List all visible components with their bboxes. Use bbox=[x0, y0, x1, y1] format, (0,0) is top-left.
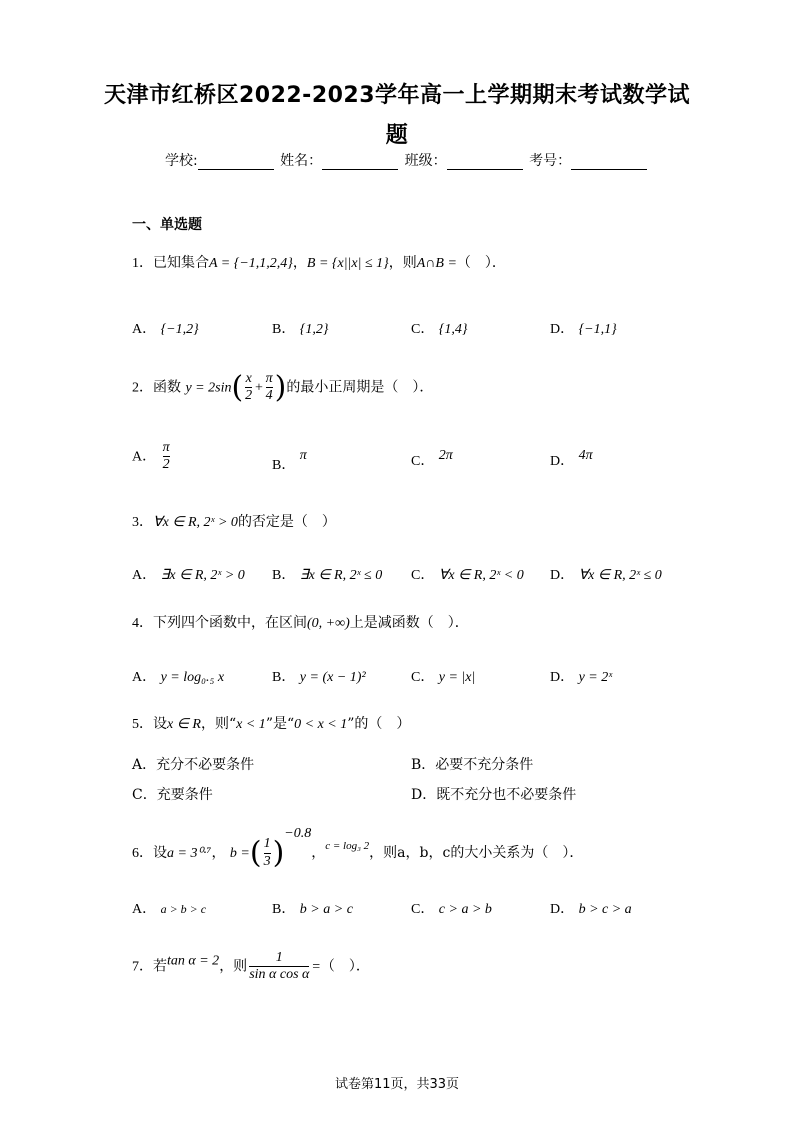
option-letter: D． bbox=[550, 670, 575, 685]
q5-option-a[interactable]: A．充分不必要条件 bbox=[132, 757, 255, 773]
math-expr: A = {−1,1,2,4} bbox=[209, 256, 293, 271]
q4-option-c[interactable] bbox=[411, 666, 475, 686]
name-label: 姓名： bbox=[280, 153, 323, 169]
question-number: 3． bbox=[132, 515, 153, 530]
q3-option-b[interactable] bbox=[272, 564, 382, 584]
question-3 bbox=[132, 511, 336, 531]
option-letter: D． bbox=[550, 454, 575, 469]
math-expr: tan α = 2 bbox=[167, 953, 220, 969]
question-number: 6． bbox=[132, 846, 153, 861]
option-value: y = log₀.₅ x bbox=[160, 670, 225, 685]
q6-option-a[interactable] bbox=[132, 898, 206, 918]
q4-option-a[interactable] bbox=[132, 666, 224, 686]
math-expr: a = 3⁰·⁷ bbox=[167, 846, 212, 861]
student-info-row bbox=[165, 150, 649, 170]
question-7 bbox=[132, 950, 370, 983]
option-value: b > c > a bbox=[578, 902, 632, 917]
paren-close: ) bbox=[274, 370, 287, 405]
q3-option-d[interactable] bbox=[550, 564, 662, 584]
q6-option-d[interactable] bbox=[550, 898, 632, 918]
option-letter: C． bbox=[411, 568, 435, 583]
q5-option-c[interactable]: C．充要条件 bbox=[132, 787, 213, 803]
class-field[interactable] bbox=[447, 155, 523, 170]
numerator: 1 bbox=[275, 950, 283, 965]
math-expr: b = bbox=[229, 846, 250, 861]
option-value: a > b > c bbox=[160, 902, 207, 916]
math-expr: x ∈ R bbox=[167, 717, 201, 732]
question-number: 4． bbox=[132, 616, 153, 631]
option-value: ∃x ∈ R, 2ˣ ≤ 0 bbox=[299, 568, 383, 583]
option-letter: A． bbox=[132, 670, 157, 685]
fraction bbox=[163, 440, 170, 473]
option-value: {−1,1} bbox=[578, 322, 617, 337]
name-field[interactable] bbox=[322, 155, 398, 170]
q4-option-b[interactable] bbox=[272, 666, 366, 686]
question-5 bbox=[132, 713, 410, 733]
question-text: 设 bbox=[153, 716, 167, 732]
option-value: π bbox=[299, 448, 307, 463]
question-2 bbox=[132, 370, 433, 405]
math-expr: B = {x||x| ≤ 1} bbox=[306, 256, 389, 271]
option-value: {1,4} bbox=[438, 322, 468, 337]
question-6 bbox=[132, 826, 583, 871]
question-text: ， bbox=[311, 845, 326, 861]
q5-option-b[interactable]: B．必要不充分条件 bbox=[411, 757, 534, 773]
q3-option-c[interactable] bbox=[411, 564, 524, 584]
question-number: 5． bbox=[132, 717, 153, 732]
question-text: ，则“ bbox=[200, 716, 237, 732]
fraction bbox=[264, 836, 271, 869]
question-text: 上是减函数（ ）． bbox=[349, 615, 469, 631]
option-value: ∀x ∈ R, 2ˣ < 0 bbox=[438, 568, 524, 583]
numerator: 1 bbox=[263, 836, 271, 852]
q6-option-c[interactable] bbox=[411, 898, 492, 918]
option-letter: C． bbox=[411, 322, 435, 337]
math-expr: A∩B = bbox=[416, 256, 457, 271]
q4-option-d[interactable] bbox=[550, 666, 612, 686]
option-letter: B． bbox=[272, 568, 296, 583]
question-text: 的最小正周期是（ ）． bbox=[286, 379, 434, 396]
option-value: b > a > c bbox=[299, 902, 353, 917]
option-value: y = 2ˣ bbox=[578, 670, 613, 685]
question-text: 下列四个函数中，在区间 bbox=[153, 615, 307, 631]
math-expr: y = 2sin bbox=[185, 380, 232, 396]
denominator: 3 bbox=[263, 853, 271, 869]
question-text: 设 bbox=[153, 845, 167, 861]
option-letter: C． bbox=[411, 454, 435, 469]
option-value: {−1,2} bbox=[160, 322, 199, 337]
option-value: 4π bbox=[578, 448, 593, 463]
denominator: 2 bbox=[245, 388, 253, 403]
exam-no-field[interactable] bbox=[571, 155, 647, 170]
option-letter: A． bbox=[132, 449, 157, 465]
paren-close: ) bbox=[272, 835, 285, 871]
page-footer: 试卷第11页，共33页 bbox=[334, 1077, 460, 1092]
school-field[interactable] bbox=[198, 155, 274, 170]
question-number: 2． bbox=[132, 380, 153, 396]
class-label: 班级： bbox=[404, 153, 447, 169]
fraction bbox=[249, 950, 309, 983]
question-4 bbox=[132, 612, 469, 632]
q1-option-d[interactable] bbox=[550, 318, 617, 338]
question-text: 函数 bbox=[153, 379, 181, 396]
question-1 bbox=[132, 252, 506, 272]
question-number: 7． bbox=[132, 959, 153, 975]
q1-option-a[interactable] bbox=[132, 318, 199, 338]
q2-option-a[interactable] bbox=[132, 440, 172, 473]
question-text: ”的（ ） bbox=[347, 716, 411, 732]
math-operator: + bbox=[254, 380, 264, 396]
option-letter: B． bbox=[272, 902, 296, 917]
q1-option-b[interactable] bbox=[272, 318, 329, 338]
numerator: π bbox=[162, 440, 170, 455]
option-value: c > a > b bbox=[438, 902, 492, 917]
q6-option-b[interactable] bbox=[272, 898, 353, 918]
title-line-1: 天津市红桥区2022-2023学年高一上学期期末考试数学试 bbox=[103, 83, 691, 108]
option-letter: C． bbox=[411, 902, 435, 917]
q5-option-d[interactable]: D．既不充分也不必要条件 bbox=[411, 787, 577, 803]
option-value: ∃x ∈ R, 2ˣ > 0 bbox=[160, 568, 245, 583]
math-expr: ∀x ∈ R, 2ˣ > 0 bbox=[153, 515, 238, 530]
question-text: 已知集合 bbox=[153, 255, 209, 271]
math-expr: c = log₃ 2 bbox=[325, 840, 370, 852]
question-text: ， bbox=[211, 845, 226, 861]
exam-no-label: 考号： bbox=[529, 153, 572, 169]
option-value: y = (x − 1)² bbox=[299, 670, 366, 685]
option-letter: B． bbox=[272, 670, 296, 685]
option-value: y = |x| bbox=[438, 670, 476, 685]
question-text: ，则 bbox=[219, 958, 248, 975]
q2-option-d[interactable] bbox=[550, 448, 593, 470]
numerator: π bbox=[265, 370, 273, 386]
option-letter: A． bbox=[132, 568, 157, 583]
math-expr: x < 1 bbox=[236, 717, 266, 732]
q2-option-b[interactable] bbox=[272, 448, 307, 474]
denominator: 2 bbox=[162, 457, 170, 473]
fraction bbox=[266, 371, 273, 404]
option-letter: B． bbox=[272, 458, 296, 473]
question-text: ， bbox=[292, 255, 307, 271]
option-value: {1,2} bbox=[299, 322, 329, 337]
school-label: 学校: bbox=[165, 153, 198, 169]
section-heading: 一、单选题 bbox=[132, 217, 202, 233]
option-letter: B． bbox=[272, 322, 296, 337]
denominator: 4 bbox=[265, 388, 273, 403]
option-value: 2π bbox=[438, 448, 453, 463]
option-letter: D． bbox=[550, 322, 575, 337]
option-letter: C． bbox=[411, 670, 435, 685]
math-expr: (0, +∞) bbox=[307, 616, 350, 631]
denominator: sin α cos α bbox=[249, 967, 310, 983]
question-text: （ ）． bbox=[456, 255, 506, 271]
option-letter: D． bbox=[550, 902, 575, 917]
exponent: −0.8 bbox=[284, 826, 312, 841]
option-letter: A． bbox=[132, 322, 157, 337]
option-letter: D． bbox=[550, 568, 575, 583]
q3-option-a[interactable] bbox=[132, 564, 245, 584]
fraction bbox=[245, 371, 252, 404]
option-value: ∀x ∈ R, 2ˣ ≤ 0 bbox=[578, 568, 662, 583]
paren-open: ( bbox=[231, 370, 244, 405]
question-text: ，则 bbox=[388, 255, 417, 271]
paren-open: ( bbox=[249, 835, 262, 871]
option-letter: A． bbox=[132, 902, 157, 917]
question-text: 若 bbox=[153, 958, 167, 975]
question-text: 的否定是（ ） bbox=[237, 514, 336, 530]
q2-option-c[interactable] bbox=[411, 448, 453, 470]
numerator: x bbox=[245, 370, 252, 386]
q1-option-c[interactable] bbox=[411, 318, 468, 338]
question-number: 1． bbox=[132, 256, 153, 271]
question-text: （ ）． bbox=[320, 958, 370, 975]
question-text: ，则a，b，c的大小关系为（ ）． bbox=[369, 845, 584, 861]
question-text: ”是“ bbox=[265, 716, 295, 732]
title-line-2: 题 bbox=[385, 123, 409, 148]
math-operator: = bbox=[311, 959, 321, 975]
math-expr: 0 < x < 1 bbox=[294, 717, 348, 732]
